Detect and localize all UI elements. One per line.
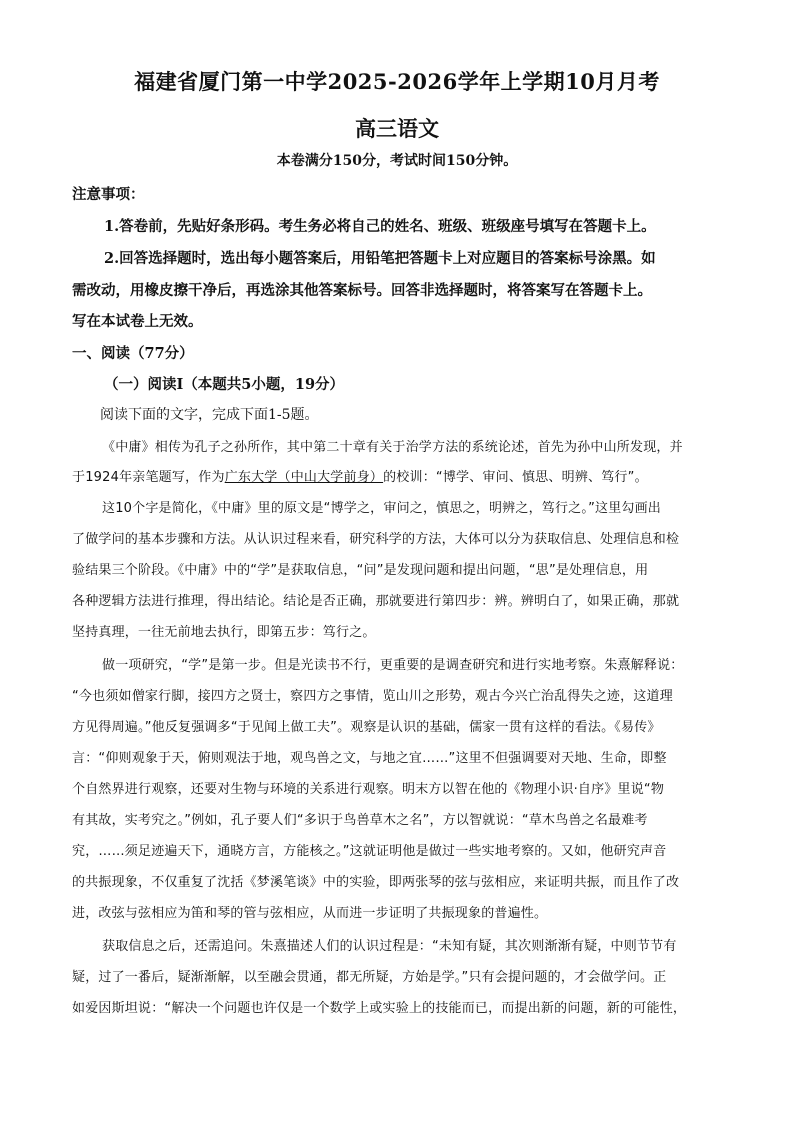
section-sub-heading: （一）阅读Ⅰ（本题共5小题，19分） bbox=[104, 376, 345, 393]
passage-line: 方见得周遍。”他反复强调多“于见闻上做工夫”。观察是认识的基础，儒家一贯有这样的看法。《易传》 bbox=[72, 720, 661, 735]
passage-line: 疑，过了一番后，疑渐渐解，以至融会贯通，都无所疑，方始是学。”只有会提问题的，才会做学问。正 bbox=[72, 970, 667, 985]
notice-item-2-line-1: 2.回答选择题时，选出每小题答案后，用铅笔把答题卡上对应题目的答案标号涂黑。如 bbox=[104, 250, 656, 267]
passage-text: 的校训：“博学、审问、慎思、明辨、笃行”。 bbox=[383, 470, 648, 485]
passage-line: 的共振现象，不仅重复了沈括《梦溪笔谈》中的实验，即两张琴的弦与弦相应，来证明共振，而且作了改 bbox=[72, 875, 680, 890]
passage-line: 言：“仰则观象于天，俯则观法于地，观鸟兽之文，与地之宜……”这里不但强调要对天地、生命，即整 bbox=[72, 751, 667, 766]
passage-line: 如爱因斯坦说：“解决一个问题也许仅是一个数学上或实验上的技能而已，而提出新的问题，新的可能性， bbox=[72, 1001, 687, 1016]
exam-title: 福建省厦门第一中学2025-2026学年上学期10月月考 bbox=[134, 69, 660, 94]
notice-item-2-line-3: 写在本试卷上无效。 bbox=[72, 313, 203, 330]
underlined-school-name: 广东大学（中山大学前身） bbox=[224, 470, 384, 485]
passage-line: 进，改弦与弦相应为笛和琴的管与弦相应，从而进一步证明了共振现象的普遍性。 bbox=[72, 906, 548, 921]
section-heading: 一、阅读（77分） bbox=[72, 345, 194, 362]
reading-instruction: 阅读下面的文字，完成下面1-5题。 bbox=[100, 407, 319, 423]
passage-line: 做一项研究，“学”是第一步。但是光读书不行，更重要的是调查研究和进行实地考察。朱熹解释说： bbox=[102, 658, 684, 673]
passage-line: 坚持真理，一往无前地去执行，即第五步：笃行之。 bbox=[72, 625, 376, 640]
passage-line: 验结果三个阶段。《中庸》中的“学”是获取信息，“问”是发现问题和提出问题，“思”是处理信息，用 bbox=[72, 563, 649, 578]
passage-line: 获取信息之后，还需追问。朱熹描述人们的认识过程是：“未知有疑，其次则渐渐有疑，中则节节有 bbox=[102, 939, 677, 954]
passage-line: 有其故，实考究之。”例如，孔子要人们“多识于鸟兽草木之名”，方以智就说：“草木鸟兽之名最难考 bbox=[72, 813, 648, 828]
passage-line bbox=[72, 466, 648, 485]
notice-item-2-line-2: 需改动，用橡皮擦干净后，再选涂其他答案标号。回答非选择题时，将答案写在答题卡上。 bbox=[72, 282, 652, 299]
passage-line: 究，……须足迹遍天下，通晓方言，方能核之。”这就证明他是做过一些实地考察的。又如，他研究声音 bbox=[72, 844, 667, 859]
passage-text: 于1924年亲笔题写，作为 bbox=[72, 470, 225, 485]
notice-item-1: 1.答卷前，先贴好条形码。考生务必将自己的姓名、班级、班级座号填写在答题卡上。 bbox=[104, 218, 656, 235]
exam-info: 本卷满分150分，考试时间150分钟。 bbox=[276, 153, 518, 169]
passage-line: 个自然界进行观察，还要对生物与环境的关系进行观察。明末方以智在他的《物理小识·自序》里说“物 bbox=[72, 782, 665, 797]
subject-title: 高三语文 bbox=[355, 116, 439, 141]
passage-line: “今也须如僧家行脚，接四方之贤士，察四方之事情，览山川之形势，观古今兴亡治乱得失之迹，这道理 bbox=[72, 689, 673, 704]
passage-line: 这10个字是简化，《中庸》里的原文是“博学之，审问之，慎思之，明辨之，笃行之。”这里勾画出 bbox=[102, 501, 662, 516]
passage-line: 了做学问的基本步骤和方法。从认识过程来看，研究科学的方法，大体可以分为获取信息、处理信息和检 bbox=[72, 532, 680, 547]
notice-heading: 注意事项： bbox=[72, 186, 145, 203]
passage-line: 各种逻辑方法进行推理，得出结论。结论是否正确，那就要进行第四步：辨。辨明白了，如果正确，那就 bbox=[72, 594, 680, 609]
passage-line: 《中庸》相传为孔子之孙所作，其中第二十章有关于治学方法的系统论述，首先为孙中山所发现，并 bbox=[102, 440, 683, 455]
